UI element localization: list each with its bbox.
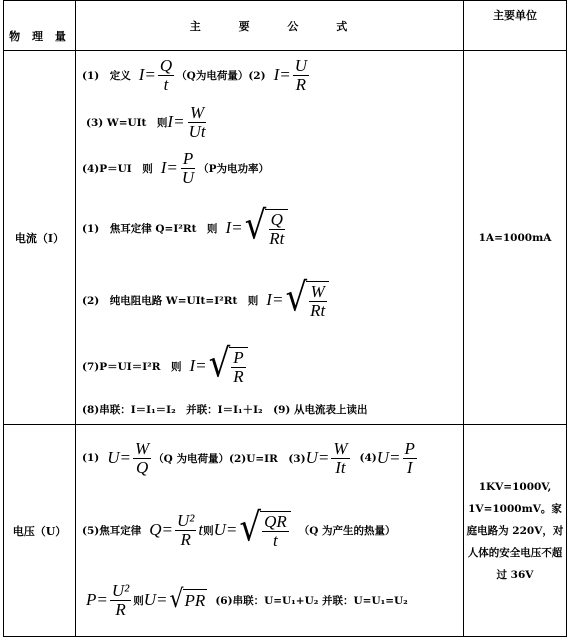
voltage-name: 电压（U） <box>4 425 76 637</box>
square-root: √ $\frac{W}{Rt}$ <box>285 281 329 320</box>
current-line-4: (1) 焦耳定律 Q=I²Rt 则 I = √ $\frac{Q}{Rt}$ <box>82 201 459 255</box>
fraction: $\frac{P}{I}$ <box>404 438 415 477</box>
current-line-5: (2) 纯电阻电路 W=UIt=I²Rt 则 I = √ $\frac{W}{Rt}$ <box>82 273 459 327</box>
current-line-6: (7)P＝UI＝I²R 则 I = √ $\frac{P}{R}$ <box>82 339 459 393</box>
current-name: 电流（I） <box>4 51 76 425</box>
formula-table <box>3 0 567 637</box>
voltage-unit: 1KV=1000V, 1V=1000mV。家庭电路为 220V，对人体的安全电压不超过 36V <box>464 425 567 637</box>
voltage-formulas <box>76 425 464 637</box>
fraction: $\frac{W}{Q}$ <box>135 438 150 477</box>
current-line-1: (1) 定义 I = $\frac{Q}{t}$ （Q为电荷量）(2) I = $\frac{U}{R}$ <box>82 55 308 94</box>
header-row <box>4 1 567 51</box>
fraction: $\frac{\text{U²}}{R}$ <box>111 580 130 619</box>
header-quantity: 物 理 量 <box>4 1 76 51</box>
row-current <box>4 51 567 425</box>
voltage-line-3: P = $\frac{\text{U²}}{R}$ 则 U = √ PR (6)串联：U=U₁+U₂ 并联：U=U₁=U₂ <box>86 580 408 619</box>
row-voltage <box>4 425 567 637</box>
square-root: √ $\frac{P}{R}$ <box>209 347 248 386</box>
square-root: √ $\frac{Q}{Rt}$ <box>245 209 289 248</box>
header-unit: 主要单位 <box>464 1 567 51</box>
fraction: $\frac{\text{U²}}{R}$ <box>177 510 195 549</box>
square-root: √ PR <box>169 585 206 614</box>
fraction: $\frac{W}{Ut}$ <box>188 102 206 141</box>
square-root: √ $\frac{QR}{t}$ <box>239 511 290 550</box>
fraction: $\frac{W}{It}$ <box>333 438 348 477</box>
fraction: $\frac{P}{U}$ <box>181 148 195 187</box>
current-line-2: (3) W=UIt 则 I = $\frac{W}{Ut}$ <box>86 102 206 141</box>
current-line-3: (4)P＝UI 则 I = $\frac{P}{U}$ （P为电功率） <box>82 148 270 187</box>
fraction: $\frac{U}{R}$ <box>294 55 308 94</box>
fraction: $\frac{Q}{t}$ <box>159 55 173 94</box>
voltage-line-1: (1) U = $\frac{W}{Q}$ （Q 为电荷量）(2)U=IR (3) U = $\frac{W}{It}$ (4) U = $\frac{P}{I}$ <box>82 438 415 477</box>
header-formula: 主 要 公 式 <box>76 1 464 51</box>
current-line-7: (8)串联：I＝I₁＝I₂ 并联：I＝I₁＋I₂ (9) 从电流表上读出 <box>82 403 368 416</box>
current-unit: 1A=1000mA <box>464 51 567 425</box>
current-formulas <box>76 51 464 425</box>
voltage-line-2: (5)焦耳定律 Q = $\frac{\text{U²}}{R}$ t 则 U = √ $\frac{QR}{t}$ （Q 为产生的热量） <box>82 504 396 551</box>
